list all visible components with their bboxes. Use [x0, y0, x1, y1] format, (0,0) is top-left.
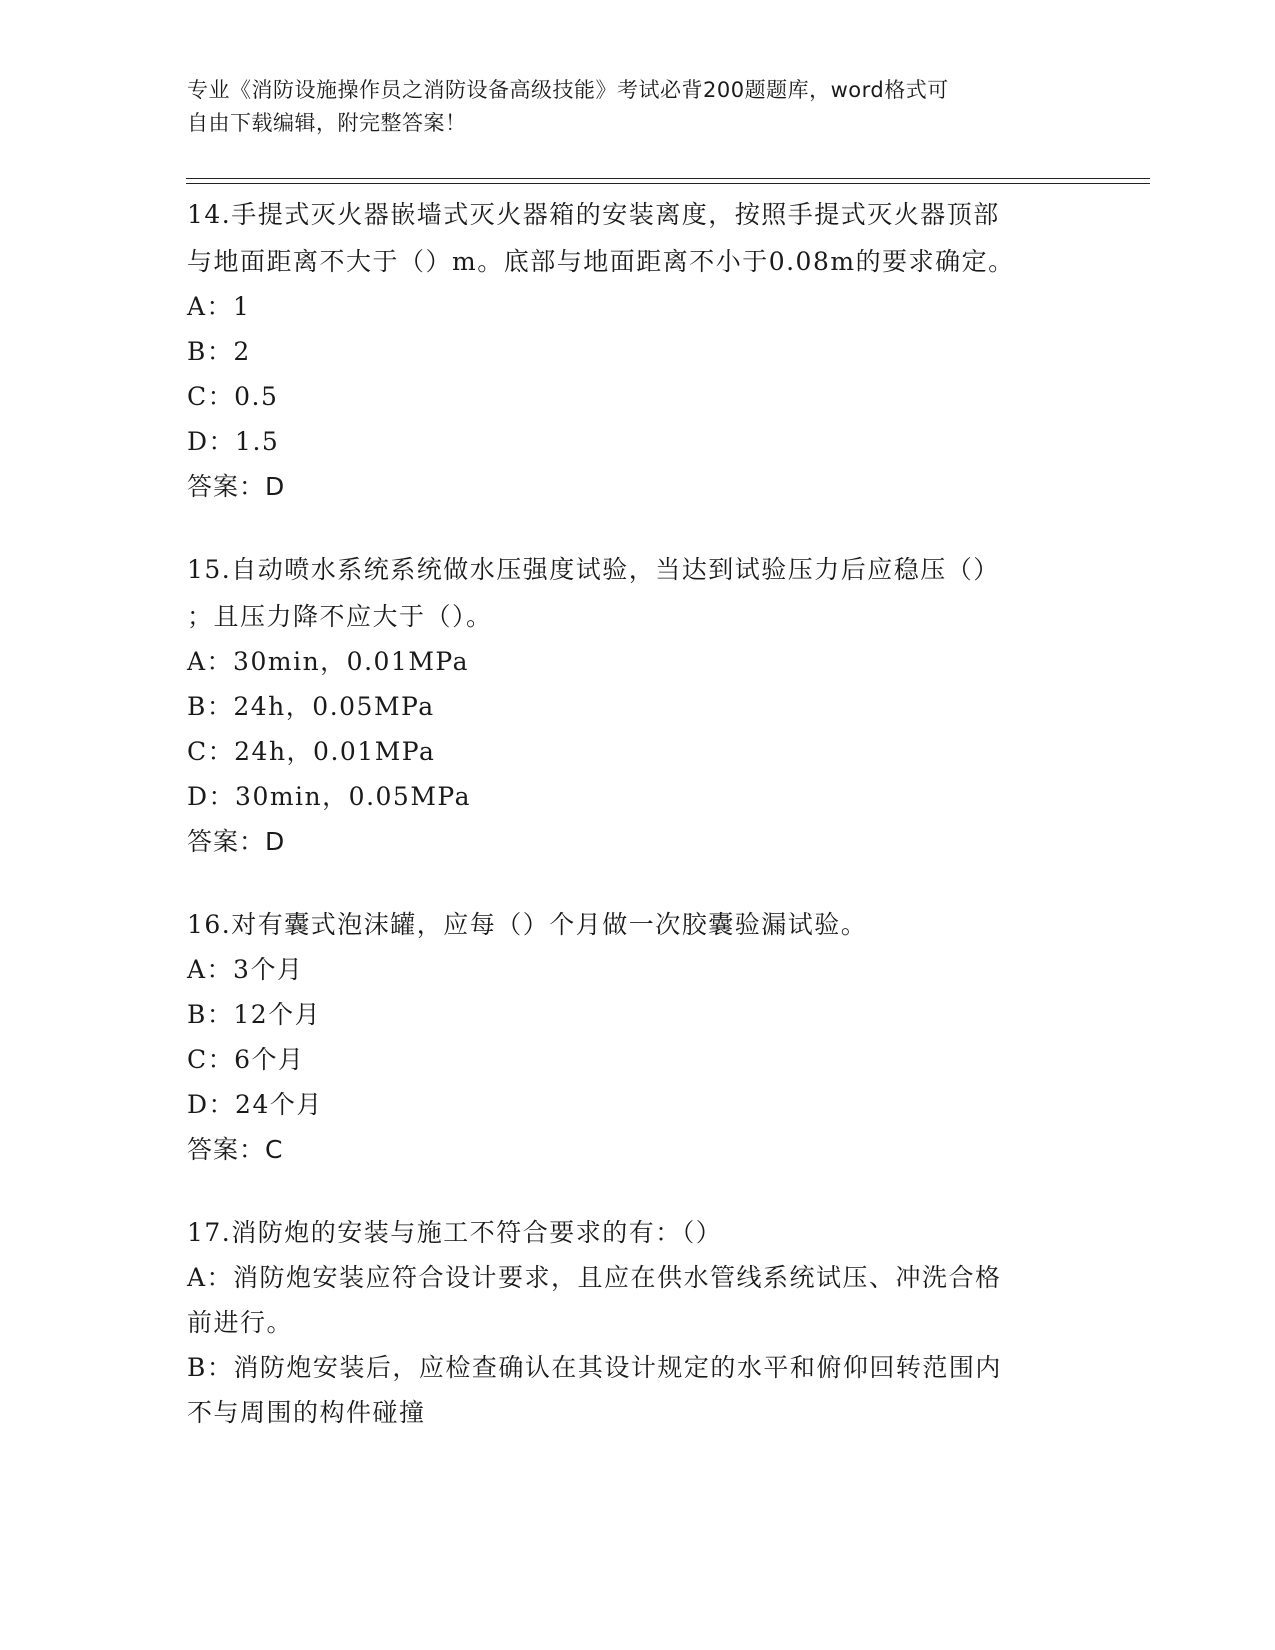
header-title-line-2: 自由下载编辑，附完整答案！ — [187, 111, 467, 135]
question-stem-continued: 与地面距离不大于（）m。底部与地面距离不小于0.08m的要求确定。 — [187, 247, 1015, 276]
option-a: A：消防炮安装应符合设计要求，且应在供水管线系统试压、冲洗合格 — [187, 1263, 1002, 1292]
question-14 — [187, 190, 1087, 509]
question-stem: 16.对有囊式泡沫罐，应每（）个月做一次胶囊验漏试验。 — [187, 910, 868, 939]
question-15 — [187, 545, 1087, 864]
document-header — [187, 74, 1067, 140]
option-a: A：30min，0.01MPa — [187, 647, 470, 676]
option-b: B：24h，0.05MPa — [187, 692, 435, 721]
answer-line: 答案：D — [187, 472, 286, 501]
question-stem: 14.手提式灭火器嵌墙式灭火器箱的安装离度，按照手提式灭火器顶部 — [187, 200, 1000, 229]
question-list — [187, 190, 1087, 1471]
question-stem: 17.消防炮的安装与施工不符合要求的有：（） — [187, 1218, 723, 1247]
option-d: D：24个月 — [187, 1090, 323, 1119]
option-b: B：2 — [187, 337, 251, 366]
question-stem-continued: ；且压力降不应大于（）。 — [187, 602, 493, 631]
option-c: C：6个月 — [187, 1045, 305, 1074]
answer-line: 答案：D — [187, 827, 286, 856]
question-17 — [187, 1208, 1087, 1435]
option-a: A：1 — [187, 292, 251, 321]
header-divider-bottom — [186, 183, 1150, 184]
header-title-line-1: 专业《消防设施操作员之消防设备高级技能》考试必背200题题库，word格式可 — [187, 78, 949, 102]
option-a: A：3个月 — [187, 955, 304, 984]
option-a-continued: 前进行。 — [187, 1308, 294, 1337]
question-16 — [187, 900, 1087, 1172]
option-b: B：12个月 — [187, 1000, 322, 1029]
option-c: C：0.5 — [187, 382, 279, 411]
option-d: D：1.5 — [187, 427, 280, 456]
option-b-continued: 不与周围的构件碰撞 — [187, 1398, 426, 1427]
question-stem: 15.自动喷水系统系统做水压强度试验，当达到试验压力后应稳压（） — [187, 555, 1000, 584]
option-c: C：24h，0.01MPa — [187, 737, 436, 766]
answer-line: 答案：C — [187, 1135, 284, 1164]
header-divider-top — [186, 178, 1150, 179]
option-b: B：消防炮安装后，应检查确认在其设计规定的水平和俯仰回转范围内 — [187, 1353, 1002, 1382]
option-d: D：30min，0.05MPa — [187, 782, 472, 811]
